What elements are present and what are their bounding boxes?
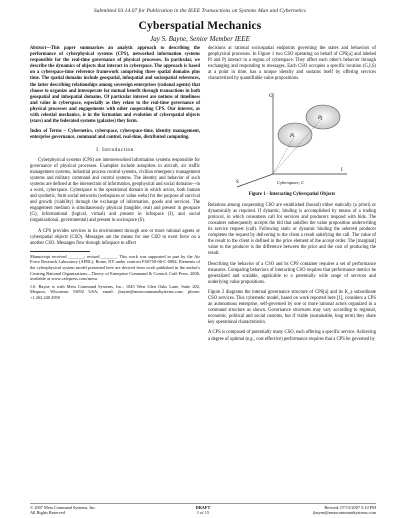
footnotes <box>30 251 200 301</box>
footer-right <box>313 505 376 515</box>
footnote-received: Manuscript received _______; revised _______. This work was supported in part by the Air Force Research Laboratory (AFRL), Rome, NY under contract FA8750-06-C-0084. Elements of the cyberphysical system model presented here are derived from work published in the author's Creating Rational Organizations—Theory of Enterprise Command & Control, Café Press, 2006, available at www.cafepress.com/mesa. <box>30 253 200 282</box>
section-heading-introduction: I. Introduction <box>96 147 134 154</box>
axis-g-label: G <box>269 93 273 99</box>
figure-1-caption: Figure 1 - Interacting Cyberspatial Objects <box>248 191 336 197</box>
figure-1 <box>233 89 351 189</box>
intro-paragraph-2: A CPS provides services to its environment through one or more rational agents or cyberspatial objects (CSO). Messages are the means for one CSO to exert force on a another CSO. Messages flow through infospace to affect <box>30 228 200 246</box>
label-pi: Pi <box>290 133 295 139</box>
left-column <box>30 46 200 303</box>
figure-1-diagram <box>233 89 351 189</box>
right-column <box>208 46 376 347</box>
paper-title: Cyberspatial Mechanics <box>138 20 262 32</box>
intro-paragraph-1: Cyberphysical systems (CPS) are internetworked information systems responsible for governance of physical processes. Examples include autopilots in aircraft, air traffic management systems, industrial process control systems, civilian emergency management systems and military command and control systems. The identity and behavior of such systems are defined at the intersection of information, geophysical and social domains—in a word, cyberspace. Cyberspace is the operational domain in which actors, both human and synthetic, form social networks (webspaces or value webs) for the purpose of survival and growth (viability) through the exchange of information, goods and services. The engagement medium is simultaneously physical (tangible, real) and present in geospace (G), informational (logical, virtual) and present in infospace (I), and social (organizational, governmental) and present in sociospace (S). <box>30 157 201 224</box>
footnote-affiliation: J.S. Bayne is with Meta Command Systems, Inc., 1045 West Glen Oaks Lane, Suite 202, Mequon, Wisconsin 53092 USA; email: jbayne@metacommandsystems.com; phone: +1.262.240.2950 <box>30 283 200 300</box>
origin-label: Cyberspace, C <box>277 179 305 185</box>
footer-rule <box>30 503 376 504</box>
author-line: Jay S. Bayne, Senior Member IEEE <box>150 35 250 43</box>
abstract-text: —This paper summarizes an analytic approach to describing the performance of cyberphysical systems (CPS), networked information systems responsible for the real-time governance of physical processes. In particular, we describe the dynamics of objects that interact in cyberspace. The approach is based on a cyberspace-time reference framework comprising three spatial domains plus time. The spatial domains include geospatial, infospatial and sociospatial references, the latter describing relationships among sovereign enterprises (rational agents) that choose to organize and interoperate for mutual benefit through transactions in both geospatial and infospatial domains. Of particular interest are notions of timeliness and value in cyberspace, especially as they relate to the real-time governance of physical processes and engagements with other cooperating CPS. Our interest, as with celestial mechanics, is in the formation and evolution of cyberspatial objects (stars) and the federated systems (galaxies) they form. <box>30 46 200 125</box>
footer-email: jbayne@metacommandsystems.com <box>313 510 376 516</box>
right-paragraph-3: Describing the behavior of a CSO and its CPS container requires a set of performance measures. Comparing behaviors of interacting CSO requires that performance metrics be generalized and scalable, applicable to a potentially wide range of services and underlying value propositions. <box>208 261 376 285</box>
axis-i-label: I <box>341 167 343 173</box>
right-paragraph-2: Relations among cooperating CSO are established (bound) either statically (a priori) or dynamically as required. If dynamic, binding is accomplished by means of a trading protocol, in which consumers call for services and producers respond with bids. The consumer subsequently accepts the bid that satisfies the value proposition underwriting its service request (call). Following static or dynamic binding the selected producer completes the request by delivering to the client a result satisfying the call. The value of the result to the client is defined in the price element of the accept order. The [marginal] value to the producer is the difference between the price and the cost of producing the result. <box>208 202 376 257</box>
footer-rights: All Rights Reserved <box>30 510 65 516</box>
footnote-rule <box>30 251 90 252</box>
right-paragraph-5: A CPS is composed of potentially many CSO, each offering a specific service. Achieving a degree of optimal (e.g., cost effective) performance requires that a CPS be governed by <box>208 330 376 342</box>
s-axis <box>237 174 273 187</box>
index-terms: Index of Terms – Cybernetics, cyberspace, cyberspace-time, identity management, enterprise governance, command and control, real-time, distributed computing. <box>30 129 200 141</box>
footer-page-number: 1 of 15 <box>196 510 210 516</box>
footer-draft: DRAFT <box>195 505 211 510</box>
footer-revised: Revised: 07/15/2007 5:10 PM <box>324 505 376 510</box>
right-paragraph-1: decisions at rational sociospatial endpoints governing the states and behaviors of geophysical processes. In Figure 1 two CSO operating on behalf of CPS[a] and labeled Pi and Pj interact in a region of cyberspace. They affect each other's behavior through exchanging and responding to messages. Each CSO occupies a specific location (G,I,S) at a point in time, has a unique identity and sustains itself by offering services characterized by quantifiable value propositions. <box>208 46 376 82</box>
footer-copyright: © 2007 Meta Command Systems, Inc. <box>30 505 96 510</box>
label-pj: Pj <box>318 115 323 121</box>
right-paragraph-4: Figure 2 diagrams the internal governance structure of CPS[a] and its K_a subordinate CSO services. This cybernetic model, based on work reported here [1], considers a CPS an autonomous enterprise, self-governed by one or more rational actors organized in a command structure as shown. Governance structures may vary according to regional, economic, political and social customs, but if viable (sustainable, long term) they share key operational characteristics. <box>208 289 376 326</box>
axis-s-label: S <box>236 179 239 185</box>
submission-header: Submitted 03.14.07 for Publication in the IEEE Transactions on Systems Man and Cybernetics <box>93 8 307 14</box>
abstract <box>30 46 200 125</box>
abstract-lead: Abstract <box>30 46 47 51</box>
